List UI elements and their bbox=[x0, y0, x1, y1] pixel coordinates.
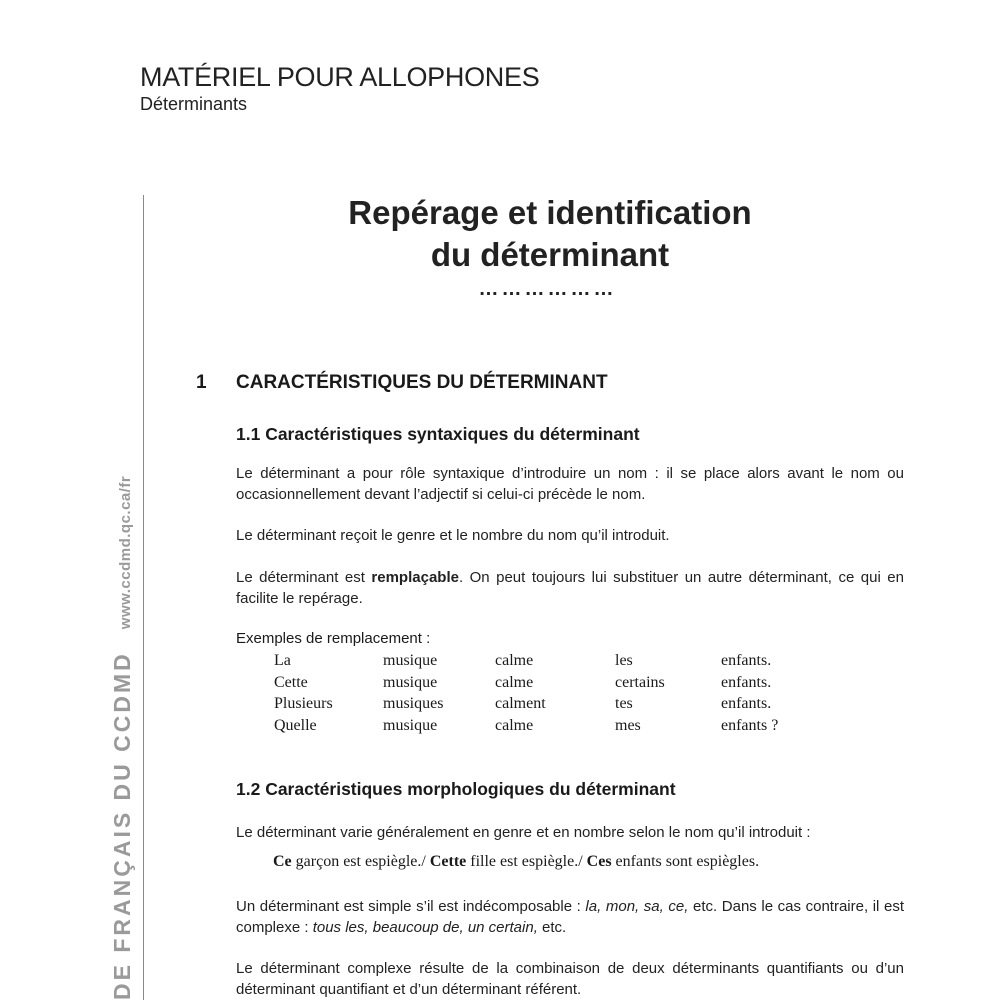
header-title: MATÉRIEL POUR ALLOPHONES bbox=[140, 62, 540, 92]
table-cell: Cette bbox=[274, 673, 308, 691]
table-cell: La bbox=[274, 652, 291, 669]
table-cell: certains bbox=[615, 673, 665, 691]
text-run: etc. bbox=[537, 919, 567, 936]
sidebar-url: www.ccdmd.qc.ca/fr bbox=[117, 475, 134, 630]
sidebar-rule bbox=[143, 195, 144, 1000]
table-cell: enfants. bbox=[721, 652, 772, 669]
paragraph: Le déterminant a pour rôle syntaxique d’introduire un nom : il se place alors avant le nom ou occasionnellement devant l’adjectif si celui-ci précède le nom. bbox=[236, 465, 904, 503]
table-cell: calme bbox=[495, 652, 534, 669]
italic-examples: la, mon, sa, ce, bbox=[585, 898, 689, 915]
title-line-1: Repérage et identification bbox=[348, 194, 752, 231]
table-cell: Quelle bbox=[274, 716, 317, 734]
table-row bbox=[274, 650, 821, 672]
bold-term: Ce bbox=[273, 853, 292, 870]
examples-label: Exemples de remplacement : bbox=[236, 630, 431, 647]
table-cell: Plusieurs bbox=[274, 695, 333, 712]
text-run: garçon est espiègle./ bbox=[291, 853, 430, 870]
italic-examples: tous les, beaucoup de, un certain, bbox=[312, 919, 538, 936]
table-cell: tes bbox=[615, 695, 633, 712]
examples-table bbox=[274, 650, 821, 736]
sidebar-publisher: DE FRANÇAIS DU CCDMD bbox=[109, 651, 135, 1000]
table-cell: musique bbox=[383, 716, 438, 734]
table-cell: musique bbox=[383, 652, 438, 669]
page-header bbox=[140, 62, 539, 116]
text-run: enfants sont espiègles. bbox=[611, 853, 760, 870]
table-cell: les bbox=[615, 652, 633, 669]
text-run: . On peut toujours lui substituer un autre déterminant, ce qui en facilite le repérage. bbox=[236, 569, 904, 607]
section-title: CARACTÉRISTIQUES DU DÉTERMINANT bbox=[236, 372, 608, 393]
table-row bbox=[274, 672, 821, 694]
header-subtitle: Déterminants bbox=[140, 94, 248, 114]
text-run: Un déterminant est simple s’il est indécomposable : bbox=[236, 898, 586, 915]
paragraph: Le déterminant reçoit le genre et le nombre du nom qu’il introduit. bbox=[236, 527, 670, 544]
bold-term: remplaçable bbox=[371, 569, 459, 586]
title-divider: ……………… bbox=[478, 278, 617, 300]
example-sentence bbox=[273, 851, 759, 873]
bold-term: Cette bbox=[429, 853, 467, 870]
text-run: etc. Dans le cas contraire, il est complexe : bbox=[236, 898, 904, 936]
subsection-1-1-title: 1.1 Caractéristiques syntaxiques du déterminant bbox=[236, 424, 640, 444]
table-cell: musique bbox=[383, 673, 438, 691]
document-title bbox=[300, 192, 800, 276]
paragraph: Le déterminant complexe résulte de la combinaison de deux déterminants quantifiants ou d’un déterminant quantifiant et d’un déterminant référent. bbox=[236, 960, 904, 998]
text-run: Le déterminant est bbox=[236, 569, 372, 586]
table-cell: enfants. bbox=[721, 695, 772, 712]
section-number: 1 bbox=[196, 372, 207, 393]
title-line-2: du déterminant bbox=[430, 236, 670, 273]
subsection-1-2-title: 1.2 Caractéristiques morphologiques du déterminant bbox=[236, 779, 676, 799]
table-row bbox=[274, 693, 821, 715]
paragraph bbox=[236, 896, 904, 938]
paragraph bbox=[236, 567, 904, 609]
table-row bbox=[274, 715, 821, 737]
table-cell: calme bbox=[495, 673, 534, 691]
table-cell: enfants ? bbox=[721, 716, 779, 734]
bold-term: Ces bbox=[586, 853, 612, 870]
table-cell: enfants. bbox=[721, 673, 772, 691]
table-cell: calment bbox=[495, 695, 546, 712]
paragraph: Le déterminant varie généralement en genre et en nombre selon le nom qu’il introduit : bbox=[236, 824, 811, 841]
sidebar-text bbox=[109, 476, 136, 1000]
table-cell: calme bbox=[495, 716, 534, 734]
table-cell: mes bbox=[615, 716, 641, 734]
table-cell: musiques bbox=[383, 695, 444, 712]
text-run: fille est espiègle./ bbox=[466, 853, 587, 870]
